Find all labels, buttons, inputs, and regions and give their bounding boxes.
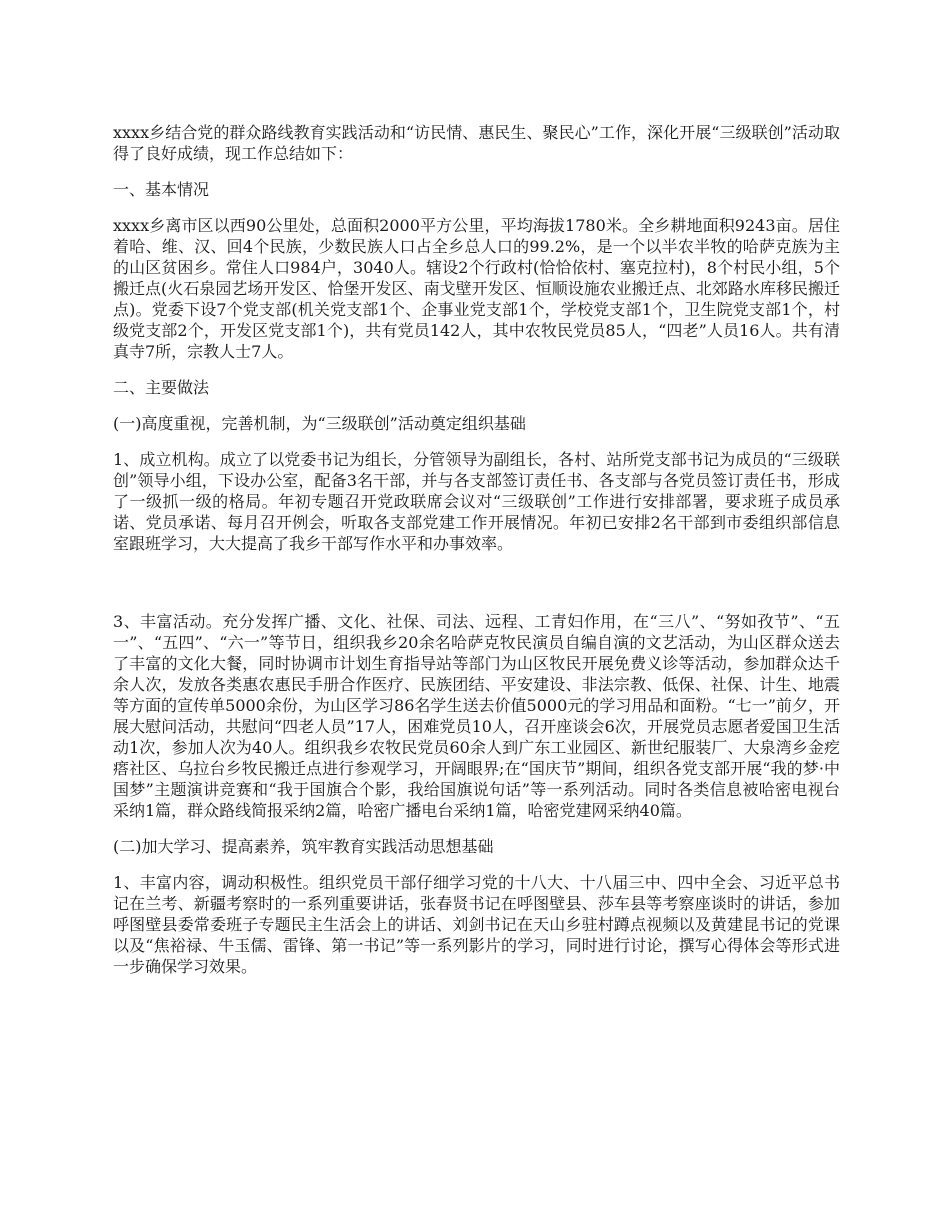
item-enrich-content: 1、丰富内容，调动积极性。组织党员干部仔细学习党的十八大、十八届三中、四中全会、习近平总书记在兰考、新疆考察时的一系列重要讲话，张春贤书记在呼图壁县、莎车县等考察座谈时的讲话，参加呼图壁县委常委班子专题民主生活会上的讲话、刘剑书记在天山乡驻村蹲点视频以及黄建昆书记的党课以及“焦裕禄、牛玉儒、雷锋、第一书记”等一系列影片的学习，同时进行讨论，撰写心得体会等形式进一步确保学习效果。 [113,873,840,976]
basic-situation-paragraph: xxxx乡离市区以西90公里处，总面积2000平方公里，平均海拔1780米。全乡耕地面积9243亩。居住着哈、维、汉、回4个民族，少数民族人口占全乡总人口的99.2%，是一个以半农半牧的哈萨克族为主的山区贫困乡。常住人口984户，3040人。辖设2个行政村(恰恰依村、塞克拉村)，8个村民小组，5个搬迁点(火石泉园艺场开发区、恰堡开发区、南戈壁开发区、恒顺设施农业搬迁点、北郊路水库移民搬迁点)。党委下设7个党支部(机关党支部1个、企事业党支部1个，学校党支部1个，卫生院党支部1个，村级党支部2个，开发区党支部1个)，共有党员142人，其中农牧民党员85人，“四老”人员16人。共有清真寺7所，宗教人士7人。 [113,216,840,361]
section-heading-main-practices: 二、主要做法 [113,378,210,397]
section-heading-basic-situation: 一、基本情况 [113,180,210,199]
subsection-heading-2: (二)加大学习、提高素养，筑牢教育实践活动思想基础 [113,837,494,856]
item-enrich-activities: 3、丰富活动。充分发挥广播、文化、社保、司法、远程、工青妇作用，在“三八”、“努如孜节”、“五一”、“五四”、“六一”等节日，组织我乡20余名哈萨克牧民演员自编自演的文艺活动，为山区群众送去了丰富的文化大餐，同时协调市计划生育指导站等部门为山区牧民开展免费义诊等活动，参加群众达千余人次，发放各类惠农惠民手册合作医疗、民族团结、平安建设、非法宗教、低保、社保、计生、地震等方面的宣传单5000余份，为山区学习86名学生送去价值5000元的学习用品和面粉。“七一”前夕，开展大慰问活动，共慰问“四老人员”17人，困难党员10人，召开座谈会6次，开展党员志愿者爱国卫生活动1次，参加人次为40人。组织我乡农牧民党员60余人到广东工业园区、新世纪服装厂、大泉湾乡金疙瘩社区、乌拉台乡牧民搬迁点进行参观学习，开阔眼界;在“国庆节”期间，组织各党支部开展“我的梦·中国梦”主题演讲竞赛和“我于国旗合个影，我给国旗说句话”等一系列活动。同时各类信息被哈密电视台采纳1篇，群众路线简报采纳2篇，哈密广播电台采纳1篇，哈密党建网采纳40篇。 [113,612,840,820]
document-page [113,122,840,992]
item-establish-organization: 1、成立机构。成立了以党委书记为组长，分管领导为副组长，各村、站所党支部书记为成员的“三级联创”领导小组，下设办公室，配备3名干部，并与各支部签订责任书、各支部与各党员签订责任书，形成了一级抓一级的格局。年初专题召开党政联席会议对“三级联创”工作进行安排部署，要求班子成员承诺、党员承诺、每月召开例会，听取各支部党建工作开展情况。年初已安排2名干部到市委组织部信息室跟班学习，大大提高了我乡干部写作水平和办事效率。 [113,450,840,553]
intro-paragraph: xxxx乡结合党的群众路线教育实践活动和“访民情、惠民生、聚民心”工作，深化开展“三级联创”活动取得了良好成绩，现工作总结如下： [113,123,840,163]
subsection-heading-1: (一)高度重视，完善机制，为“三级联创”活动奠定组织基础 [113,414,526,433]
